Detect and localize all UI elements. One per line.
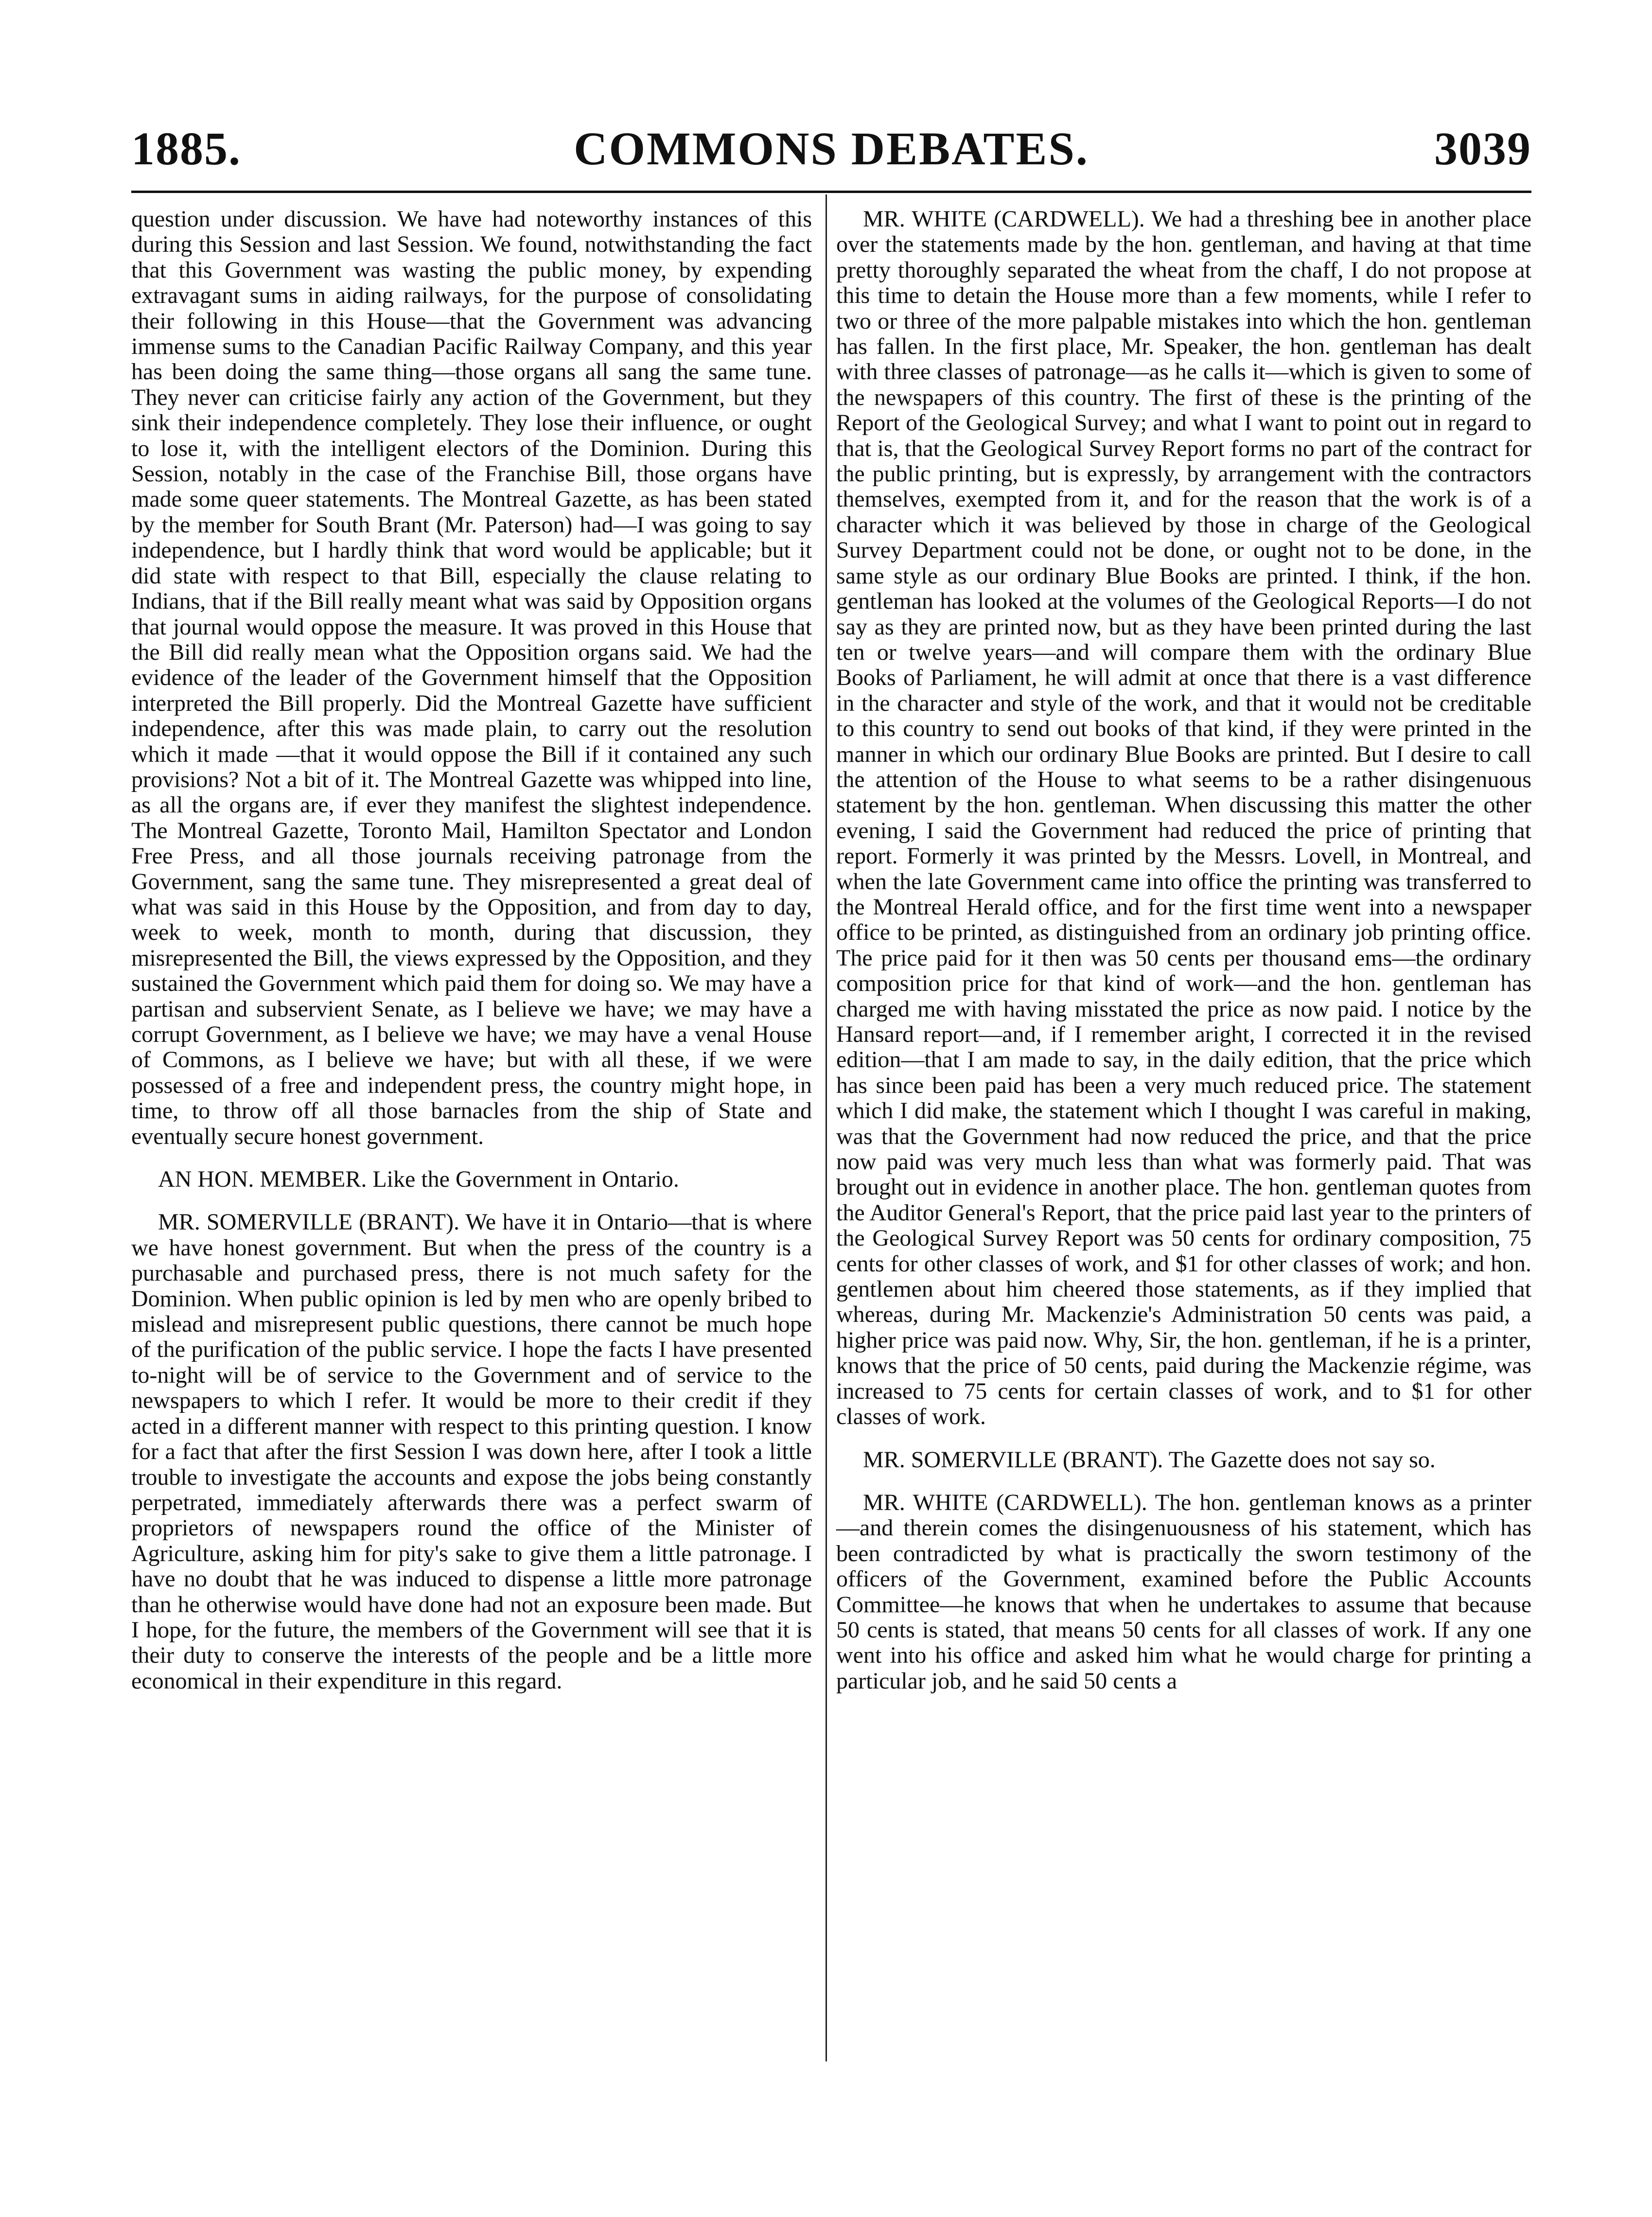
right-paragraph-2 [836,1447,1531,1473]
speech-text: The Gazette does not say so. [1168,1446,1436,1473]
speech-text: Like the Government in Ontario. [372,1166,679,1193]
left-paragraph-2 [131,1167,812,1192]
right-paragraph-1 [836,207,1531,1430]
speech-text: We have it in Ontario—that is where we have honest government. But when the press of the country is a purchasable and purchased press, there is not much safety for the Dominion. When public opinion is led by men who are openly bribed to mislead and misrepresent public questions, there cannot be much hope of the purification of the public service. I hope the facts I have presented to-night will be of service to the Government and of service to the newspapers to which I refer. It would be more to their credit if they acted in a different manner with respect to this printing question. I know for a fact that after the first Session I was down here, after I took a little trouble to investigate the accounts and expose the jobs being constantly perpetrated, immediately afterwards there was a perfect swarm of proprietors of newspapers round the office of the Minister of Agriculture, asking him for pity's sake to give them a little patronage. I have no doubt that he was induced to dispense a little more patronage than he otherwise would have done had not an exposure been made. But I hope, for the future, the members of the Government will see that it is their duty to conserve the interests of the people and be a little more economical in their expenditure in this regard. [131,1209,812,1694]
speaker-name: MR. WHITE (CARDWELL). [863,206,1145,232]
speech-text: We had a threshing bee in another place over the statements made by the hon. gentleman, and having at that time pretty thoroughly separated the wheat from the chaff, I do not propose at this time to detain the House more than a few moments, while I refer to two or three of the more palpable mistakes into which the hon. gentleman has fallen. In the first place, Mr. Speaker, the hon. gentleman has dealt with three classes of patronage—as he calls it—which is given to some of the newspapers of this country. The first of these is the printing of the Report of the Geological Survey; and what I want to point out in regard to that is, that the Geological Survey Report forms no part of the contract for the public printing, but is expressly, by arrangement with the contractors themselves, exempted from it, and for the reason that the work is of a character which it was believed by those in charge of the Geological Survey Department could not be done, or ought not to be done, in the same style as our ordinary Blue Books are printed. I think, if the hon. gentleman has looked at the volumes of the Geological Reports—I do not say as they are printed now, but as they have been printed during the last ten or twelve years—and will compare them with the ordinary Blue Books of Parliament, he will admit at once that there is a vast difference in the character and style of the work, and that it would not be creditable to this country to send out books of that kind, if they were printed in the manner in which our ordinary Blue Books are printed. But I desire to call the attention of the House to what seems to be a rather disingenuous statement by the hon. gentleman. When discussing this matter the other evening, I said the Government had reduced the price of printing that report. Formerly it was printed by the Messrs. Lovell, in Montreal, and when the late Government came into office the printing was transferred to the Montreal Herald office, and for the first time went into a newspaper office to be printed, as distinguished from an ordinary job printing office. The price paid for it then was 50 cents per thousand ems—the ordinary composition price for that kind of work—and the hon. gentleman has charged me with having misstated the price as now paid. I notice by the Hansard report—and, if I remember aright, I corrected it in the revised edition—that I am made to say, in the daily edition, that the price which has since been paid has been a very much reduced price. The statement which I did make, the statement which I thought I was careful in making, was that the Government had now reduced the price, and that the price now paid was very much less than what was formerly paid. That was brought out in evidence in another place. The hon. gentleman quotes from the Auditor General's Report, that the price paid last year to the printers of the Geological Survey Report was 50 cents for ordinary composition, 75 cents for other classes of work, and $1 for other classes of work; and hon. gentlemen about him cheered those statements, as if they implied that whereas, during Mr. Mackenzie's Administration 50 cents was paid, a higher price was paid now. Why, Sir, the hon. gentleman, if he is a printer, knows that the price of 50 cents, paid during the Mackenzie régime, was increased to 75 cents for certain classes of work, and to $1 for other classes of work. [836,206,1532,1430]
header-rule [131,191,1531,193]
left-column [131,207,812,1711]
speaker-name: MR. SOMERVILLE (BRANT). [158,1209,459,1235]
left-paragraph-1: question under discussion. We have had noteworthy instances of this during this Session and last Session. We found, notwithstanding the fact that this Government was wasting the public money, by expending extravagant sums in aiding railways, for the purpose of consolidating their following in this House—that the Government was advancing immense sums to the Canadian Pacific Railway Company, and this year has been doing the same thing—those organs all sang the same tune. They never can criticise fairly any action of the Government, but they sink their independence completely. They lose their influence, or ought to lose it, with the intelligent electors of the Dominion. During this Session, notably in the case of the Franchise Bill, those organs have made some queer statements. The Montreal Gazette, as has been stated by the member for South Brant (Mr. Paterson) had—I was going to say independence, but I hardly think that word would be applicable; but it did state with respect to that Bill, especially the clause relating to Indians, that if the Bill really meant what was said by Opposition organs that journal would oppose the measure. It was proved in this House that the Bill did really mean what the Opposition organs said. We had the evidence of the leader of the Government himself that the Opposition interpreted the Bill properly. Did the Montreal Gazette have sufficient independence, after this was made plain, to carry out the resolution which it made —that it would oppose the Bill if it contained any such provisions? Not a bit of it. The Montreal Gazette was whipped into line, as all the organs are, if ever they manifest the slightest independence. The Montreal Gazette, Toronto Mail, Hamilton Spectator and London Free Press, and all those journals receiving patronage from the Government, sang the same tune. They misrepresented a great deal of what was said in this House by the Opposition, and from day to day, week to week, month to month, during that discussion, they misrepresented the Bill, the views expressed by the Opposition, and they sustained the Government which paid them for doing so. We may have a partisan and subservient Senate, as I believe we have; we may have a corrupt Government, as I believe we have; we may have a venal House of Commons, as I believe we have; but with all these, if we were possessed of a free and independent press, the country might hope, in time, to throw off all those barnacles from the ship of State and eventually secure honest government. [131,206,812,1149]
right-column [836,207,1531,1711]
header-title: COMMONS DEBATES. [574,123,1089,175]
page-header [131,122,1531,180]
speaker-name: MR. WHITE (CARDWELL). [863,1489,1147,1515]
header-year: 1885. [131,123,241,175]
speaker-name: AN HON. MEMBER. [158,1166,367,1193]
speech-text: The hon. gentleman knows as a printer—and therein comes the disingenuousness of his statement, which has been contradicted by what is practically the sworn testimony of the officers of the Government, examined before the Public Accounts Committee—he knows that when he undertakes to assume that because 50 cents is stated, that means 50 cents for all classes of work. If any one went into his office and asked him what he would charge for printing a particular job, and he said 50 cents a [836,1489,1532,1694]
header-page-number: 3039 [1434,123,1531,175]
right-paragraph-3 [836,1490,1531,1694]
speaker-name: MR. SOMERVILLE (BRANT). [863,1446,1163,1473]
left-paragraph-3 [131,1210,812,1694]
column-divider [826,194,827,2061]
